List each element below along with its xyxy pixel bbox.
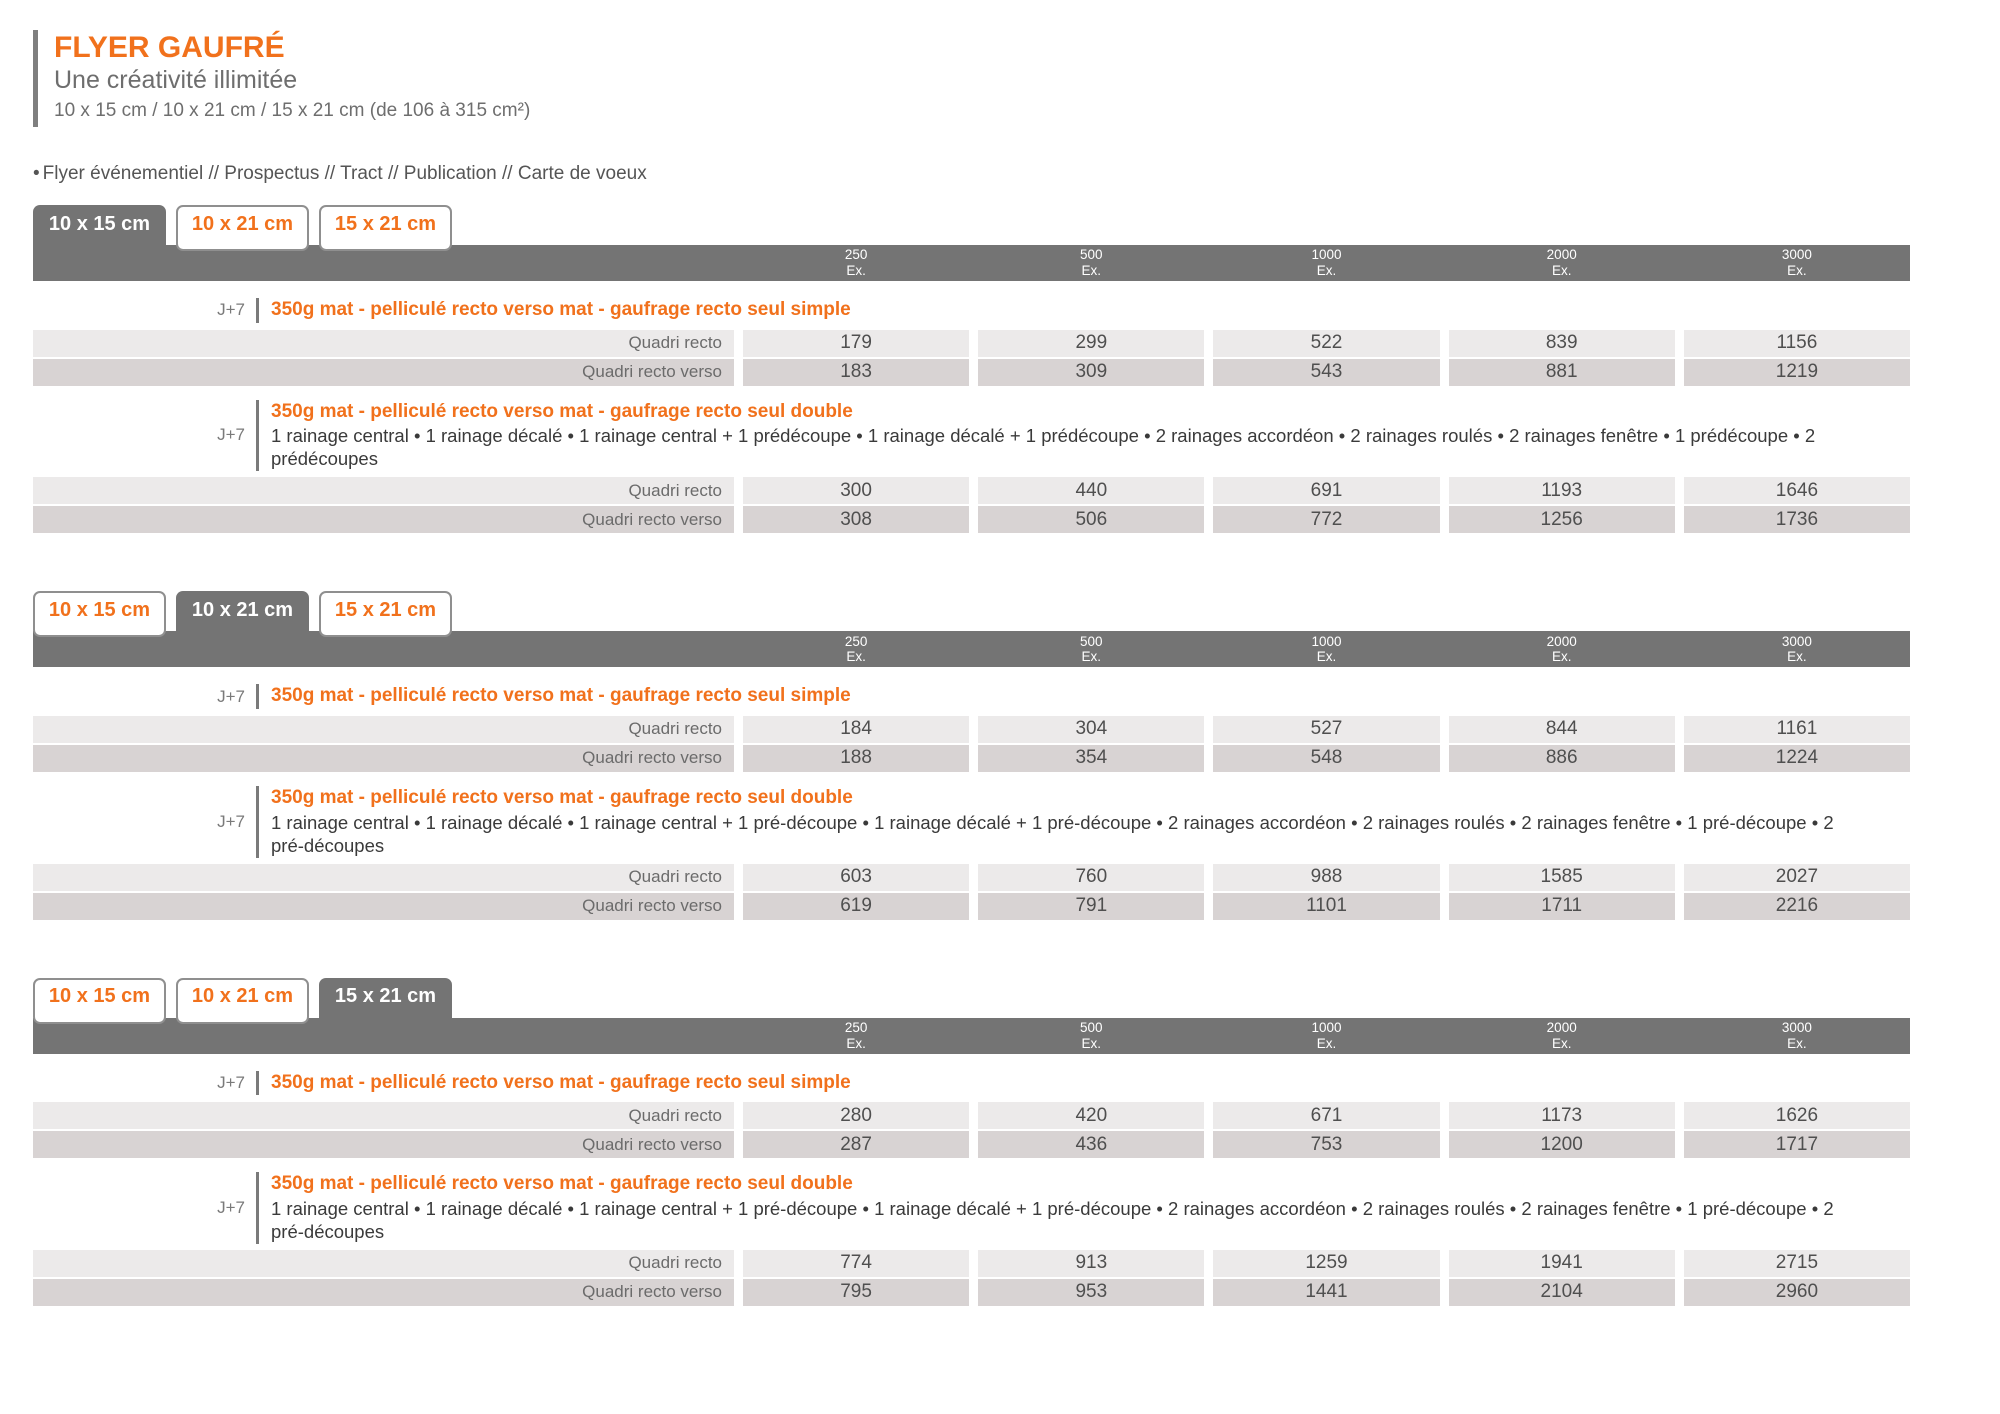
row-label: Quadri recto verso xyxy=(33,1279,734,1306)
divider xyxy=(256,786,259,858)
quantity-value: 250 xyxy=(844,1019,868,1035)
quantity-header xyxy=(1449,1018,1675,1054)
price-cell: 1224 xyxy=(1684,745,1910,772)
quantity-unit: Ex. xyxy=(1081,1035,1102,1051)
price-cell: 844 xyxy=(1449,716,1675,743)
price-cell: 774 xyxy=(743,1250,969,1277)
quantity-header xyxy=(743,1018,969,1054)
price-cell: 2027 xyxy=(1684,864,1910,891)
price-cell: 1219 xyxy=(1684,359,1910,386)
price-cell: 988 xyxy=(1213,864,1439,891)
quantity-unit: Ex. xyxy=(1551,649,1572,665)
quantity-header xyxy=(978,1018,1204,1054)
page-title: FLYER GAUFRÉ xyxy=(54,31,285,64)
price-cell: 886 xyxy=(1449,745,1675,772)
quantity-unit: Ex. xyxy=(1787,649,1807,665)
price-cell: 603 xyxy=(743,864,969,891)
price-cell: 753 xyxy=(1213,1131,1439,1158)
bullet-icon: • xyxy=(33,163,40,184)
delay-badge: J+7 xyxy=(217,811,245,831)
price-cell: 420 xyxy=(978,1102,1204,1129)
row-label: Quadri recto xyxy=(33,330,734,357)
price-cell: 1173 xyxy=(1449,1102,1675,1129)
divider xyxy=(256,298,259,323)
price-cell: 1646 xyxy=(1684,477,1910,504)
quantity-header xyxy=(978,245,1204,281)
price-cell: 300 xyxy=(743,477,969,504)
price-cell: 1941 xyxy=(1449,1250,1675,1277)
delay-badge: J+7 xyxy=(217,425,245,445)
price-row-recto-verso xyxy=(33,1279,1910,1306)
price-cell: 299 xyxy=(978,330,1204,357)
quantity-value: 3000 xyxy=(1781,633,1812,649)
row-label: Quadri recto xyxy=(33,477,734,504)
price-cell: 436 xyxy=(978,1131,1204,1158)
delay-badge: J+7 xyxy=(217,300,245,320)
price-cell: 1717 xyxy=(1684,1131,1910,1158)
quantity-header xyxy=(1684,1018,1910,1054)
price-cell: 506 xyxy=(978,506,1204,533)
tab-15x21-cm[interactable]: 15 x 21 cm xyxy=(319,205,452,251)
price-cell: 881 xyxy=(1449,359,1675,386)
finishing-options: 1 rainage central • 1 rainage décalé • 1 rainage central + 1 prédécoupe • 1 rainage décalé + 1 prédécoupe • 2 rainages accordéon • 2 rainages roulés • 2 rainages fenêtre • 1 prédécoupe • 2 prédécoupes xyxy=(271,425,1816,470)
price-cell: 309 xyxy=(978,359,1204,386)
price-cell: 760 xyxy=(978,864,1204,891)
delay-badge: J+7 xyxy=(217,686,245,706)
price-cell: 304 xyxy=(978,716,1204,743)
price-cell: 287 xyxy=(743,1131,969,1158)
section-10x21 xyxy=(33,591,1910,919)
row-label: Quadri recto verso xyxy=(33,506,734,533)
quantity-header-bar xyxy=(33,245,1910,281)
price-cell: 953 xyxy=(978,1279,1204,1306)
row-label: Quadri recto xyxy=(33,1102,734,1129)
finishing-options: 1 rainage central • 1 rainage décalé • 1 rainage central + 1 pré-découpe • 1 rainage décalé + 1 pré-découpe • 2 rainages accordéon • 2 rainages roulés • 2 rainages fenêtre • 1 pré-découpe • 2 pré-découpes xyxy=(271,1197,1834,1242)
price-row-recto xyxy=(33,1250,1910,1277)
delay-badge: J+7 xyxy=(217,1197,245,1217)
price-cell: 1200 xyxy=(1449,1131,1675,1158)
quantity-header xyxy=(978,631,1204,667)
quantity-header xyxy=(1449,631,1675,667)
tab-10x21-cm[interactable]: 10 x 21 cm xyxy=(176,978,309,1024)
price-row-recto-verso xyxy=(33,893,1910,920)
quantity-header-bar xyxy=(33,1018,1910,1054)
page-subtitle: Une créativité illimitée xyxy=(54,65,298,94)
tab-10x21-cm[interactable]: 10 x 21 cm xyxy=(176,591,309,637)
product-title: 350g mat - pelliculé recto verso mat - gaufrage recto seul simple xyxy=(271,299,851,320)
price-cell: 1193 xyxy=(1449,477,1675,504)
section-10x15 xyxy=(33,205,1910,533)
price-cell: 671 xyxy=(1213,1102,1439,1129)
size-tabbar xyxy=(33,978,1910,1018)
quantity-header xyxy=(1213,1018,1439,1054)
divider xyxy=(256,400,259,472)
quantity-header xyxy=(1684,631,1910,667)
price-cell: 1161 xyxy=(1684,716,1910,743)
price-cell: 179 xyxy=(743,330,969,357)
product-block-header xyxy=(33,400,1910,472)
quantity-unit: Ex. xyxy=(1316,649,1337,665)
row-label: Quadri recto verso xyxy=(33,1131,734,1158)
price-cell: 308 xyxy=(743,506,969,533)
quantity-value: 500 xyxy=(1080,247,1103,263)
quantity-header xyxy=(743,631,969,667)
row-label: Quadri recto verso xyxy=(33,893,734,920)
divider xyxy=(256,1071,259,1096)
quantity-value: 2000 xyxy=(1546,247,1577,263)
quantity-value: 3000 xyxy=(1781,1019,1812,1035)
quantity-header xyxy=(1684,245,1910,281)
page-header xyxy=(33,30,2000,127)
price-cell: 280 xyxy=(743,1102,969,1129)
price-cell: 183 xyxy=(743,359,969,386)
row-label: Quadri recto xyxy=(33,1250,734,1277)
price-cell: 795 xyxy=(743,1279,969,1306)
quantity-unit: Ex. xyxy=(1316,1035,1337,1051)
tab-15x21-cm[interactable]: 15 x 21 cm xyxy=(319,591,452,637)
row-label: Quadri recto xyxy=(33,716,734,743)
quantity-header-bar xyxy=(33,631,1910,667)
product-title: 350g mat - pelliculé recto verso mat - gaufrage recto seul double xyxy=(271,786,853,808)
product-block-header xyxy=(33,684,1910,709)
quantity-value: 500 xyxy=(1080,1019,1103,1035)
size-tabbar xyxy=(33,591,1910,631)
tab-10x15-cm[interactable]: 10 x 15 cm xyxy=(33,205,166,251)
quantity-value: 3000 xyxy=(1781,247,1812,263)
quantity-unit: Ex. xyxy=(846,1035,866,1051)
price-row-recto-verso xyxy=(33,359,1910,386)
row-label: Quadri recto verso xyxy=(33,745,734,772)
product-block-header xyxy=(33,786,1910,858)
finishing-options: 1 rainage central • 1 rainage décalé • 1 rainage central + 1 pré-découpe • 1 rainage décalé + 1 pré-découpe • 2 rainages accordéon • 2 rainages roulés • 2 rainages fenêtre • 1 pré-découpe • 2 pré-découpes xyxy=(271,811,1834,856)
price-cell: 1441 xyxy=(1213,1279,1439,1306)
quantity-value: 250 xyxy=(844,633,868,649)
price-cell: 522 xyxy=(1213,330,1439,357)
product-block-header xyxy=(33,1172,1910,1244)
divider xyxy=(256,1172,259,1244)
price-row-recto-verso xyxy=(33,1131,1910,1158)
quantity-unit: Ex. xyxy=(1787,263,1807,278)
price-cell: 1259 xyxy=(1213,1250,1439,1277)
uses-line xyxy=(33,163,2000,185)
price-cell: 913 xyxy=(978,1250,1204,1277)
quantity-unit: Ex. xyxy=(1551,263,1572,278)
delay-badge: J+7 xyxy=(217,1072,245,1092)
quantity-value: 500 xyxy=(1080,633,1103,649)
price-cell: 1101 xyxy=(1213,893,1439,920)
price-cell: 2216 xyxy=(1684,893,1910,920)
price-row-recto xyxy=(33,330,1910,357)
quantity-header xyxy=(1449,245,1675,281)
tab-10x15-cm[interactable]: 10 x 15 cm xyxy=(33,978,166,1024)
divider xyxy=(256,684,259,709)
price-row-recto xyxy=(33,864,1910,891)
price-cell: 1626 xyxy=(1684,1102,1910,1129)
price-cell: 527 xyxy=(1213,716,1439,743)
formats-line: 10 x 15 cm / 10 x 21 cm / 15 x 21 cm (de 106 à 315 cm²) xyxy=(54,100,531,121)
price-cell: 791 xyxy=(978,893,1204,920)
price-row-recto-verso xyxy=(33,745,1910,772)
price-cell: 1156 xyxy=(1684,330,1910,357)
price-cell: 440 xyxy=(978,477,1204,504)
quantity-header xyxy=(743,245,969,281)
quantity-unit: Ex. xyxy=(846,263,866,278)
quantity-value: 250 xyxy=(844,247,868,263)
row-label: Quadri recto verso xyxy=(33,359,734,386)
product-title: 350g mat - pelliculé recto verso mat - gaufrage recto seul simple xyxy=(271,685,851,707)
section-15x21 xyxy=(33,978,1910,1306)
product-title: 350g mat - pelliculé recto verso mat - gaufrage recto seul simple xyxy=(271,1071,851,1093)
quantity-unit: Ex. xyxy=(1787,1035,1807,1051)
quantity-unit: Ex. xyxy=(1316,263,1337,278)
product-title: 350g mat - pelliculé recto verso mat - gaufrage recto seul double xyxy=(271,1173,853,1195)
price-cell: 691 xyxy=(1213,477,1439,504)
price-cell: 543 xyxy=(1213,359,1439,386)
uses-text: Flyer événementiel // Prospectus // Tract // Publication // Carte de voeux xyxy=(42,163,647,184)
quantity-header xyxy=(1213,631,1439,667)
quantity-unit: Ex. xyxy=(1551,1035,1572,1051)
quantity-value: 1000 xyxy=(1311,247,1342,263)
price-cell: 188 xyxy=(743,745,969,772)
quantity-value: 1000 xyxy=(1311,1019,1342,1035)
price-cell: 772 xyxy=(1213,506,1439,533)
tab-10x21-cm[interactable]: 10 x 21 cm xyxy=(176,205,309,251)
price-cell: 1736 xyxy=(1684,506,1910,533)
quantity-header xyxy=(1213,245,1439,281)
price-row-recto-verso xyxy=(33,506,1910,533)
quantity-unit: Ex. xyxy=(1081,263,1102,278)
price-cell: 619 xyxy=(743,893,969,920)
product-block-header xyxy=(33,298,1910,323)
price-cell: 2715 xyxy=(1684,1250,1910,1277)
product-block-header xyxy=(33,1071,1910,1096)
tab-10x15-cm[interactable]: 10 x 15 cm xyxy=(33,591,166,637)
row-label: Quadri recto xyxy=(33,864,734,891)
price-cell: 354 xyxy=(978,745,1204,772)
quantity-value: 1000 xyxy=(1311,633,1342,649)
price-cell: 839 xyxy=(1449,330,1675,357)
price-cell: 1711 xyxy=(1449,893,1675,920)
price-cell: 2104 xyxy=(1449,1279,1675,1306)
price-cell: 2960 xyxy=(1684,1279,1910,1306)
size-tabbar xyxy=(33,205,1910,245)
quantity-value: 2000 xyxy=(1546,1019,1577,1035)
price-row-recto xyxy=(33,716,1910,743)
product-title: 350g mat - pelliculé recto verso mat - gaufrage recto seul double xyxy=(271,400,853,422)
quantity-unit: Ex. xyxy=(846,649,866,665)
quantity-value: 2000 xyxy=(1546,633,1577,649)
tab-15x21-cm[interactable]: 15 x 21 cm xyxy=(319,978,452,1024)
price-row-recto xyxy=(33,477,1910,504)
price-cell: 1256 xyxy=(1449,506,1675,533)
price-row-recto xyxy=(33,1102,1910,1129)
price-cell: 184 xyxy=(743,716,969,743)
price-cell: 1585 xyxy=(1449,864,1675,891)
price-cell: 548 xyxy=(1213,745,1439,772)
quantity-unit: Ex. xyxy=(1081,649,1102,665)
